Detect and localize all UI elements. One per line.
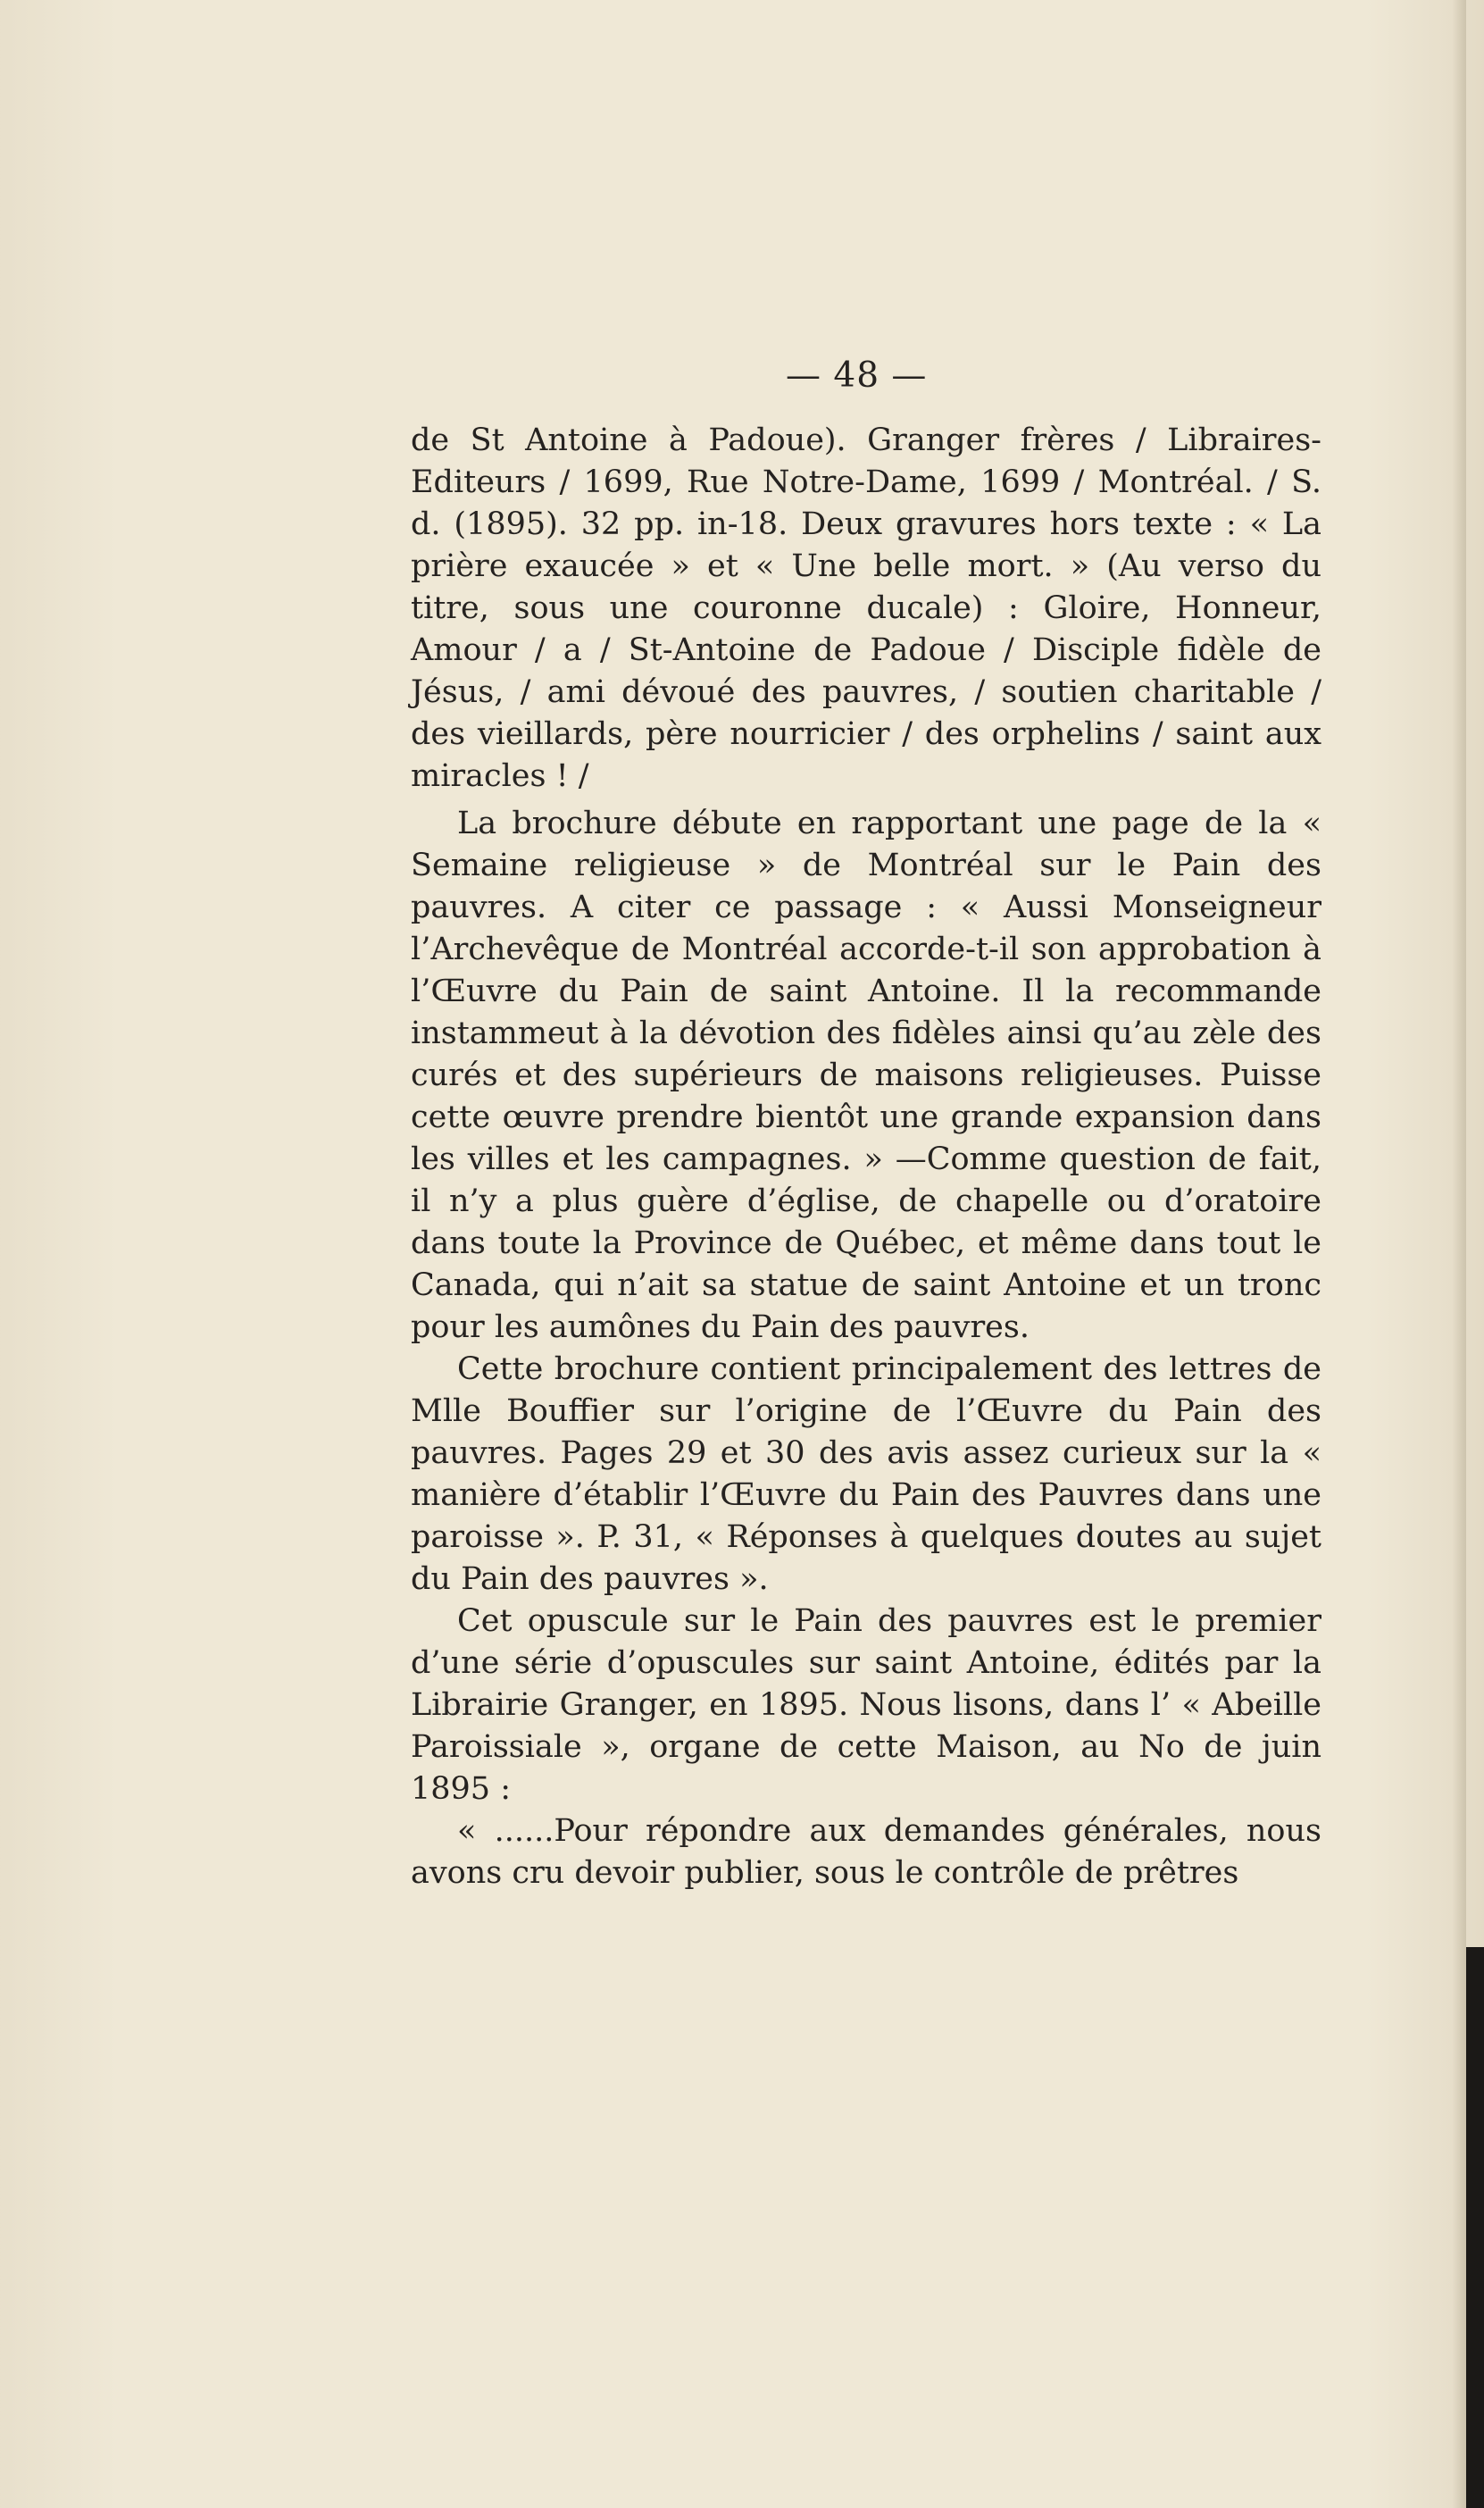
binding-shadow [1452, 0, 1466, 2508]
body-text [411, 420, 1321, 1894]
paragraph-quotation: « ......Pour répondre aux demandes générales, nous avons cru devoir publier, sous le contrôle de prêtres [411, 1813, 1321, 1891]
binding-edge [1466, 1947, 1484, 2508]
page-number: — 48 — [786, 355, 928, 396]
paragraph-brochure-description: La brochure débute en rapportant une page de la « Semaine religieuse » de Montréal sur le Pain des pauvres. A citer ce passage : « Aussi Monseigneur l’Archevêque de Montréal accorde-t-il son approbation à l’Œuvre du Pain de saint Antoine. Il la recommande instammeut à la dévotion des fidèles ainsi qu’au zèle des curés et des supérieurs de maisons religieuses. Puisse cette œuvre prendre bientôt une grande expansion dans les villes et les campagnes. » —Comme question de fait, il n’y a plus guère d’église, de chapelle ou d’oratoire dans toute la Province de Québec, et même dans tout le Canada, qui n’ait sa statue de saint Antoine et un tronc pour les aumônes du Pain des pauvres. [411, 806, 1321, 1345]
paragraph-brochure-contents: Cette brochure contient principalement des lettres de Mlle Bouffier sur l’origine de l’Œuvre du Pain des pauvres. Pages 29 et 30 des avis assez curieux sur la « manière d’établir l’Œuvre du Pain des Pauvres dans une paroisse ». P. 31, « Réponses à quelques doutes au sujet du Pain des pauvres ». [411, 1351, 1321, 1597]
paragraph-bibliographic-entry: de St Antoine à Padoue). Granger frères / Libraires-Editeurs / 1699, Rue Notre-Dame, 1699 / Montréal. / S. d. (1895). 32 pp. in-18. Deux gravures hors texte : « La prière exaucée » et « Une belle mort. » (Au verso du titre, sous une couronne ducale) : Gloire, Honneur, Amour / a / St-Antoine de Padoue / Disciple fidèle de Jésus, / ami dévoué des pauvres, / soutien charitable / des vieillards, père nourricier / des orphelins / saint aux miracles ! / [411, 422, 1321, 794]
paragraph-opuscule-series: Cet opuscule sur le Pain des pauvres est le premier d’une série d’opuscules sur saint Antoine, édités par la Librairie Granger, en 1895. Nous lisons, dans l’ « Abeille Paroissiale », organe de cette Maison, au No de juin 1895 : [411, 1603, 1321, 1807]
